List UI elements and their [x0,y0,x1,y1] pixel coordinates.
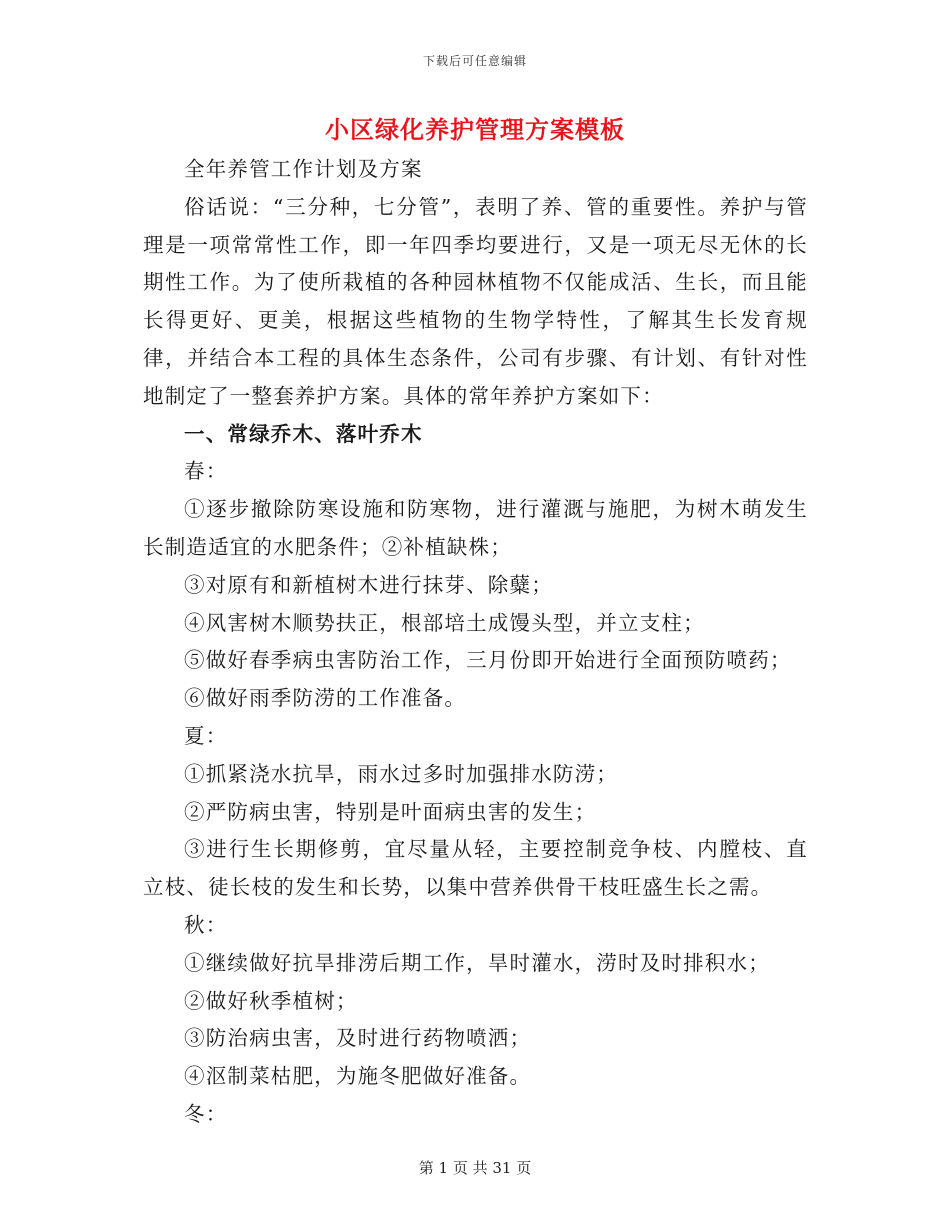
document-title: 小区绿化养护管理方案模板 [325,115,625,144]
paragraph: 夏： [184,723,228,748]
paragraph: ②严防病虫害，特别是叶面病虫害的发生； [184,799,597,824]
paragraph: ⑤做好春季病虫害防治工作，三月份即开始进行全面预防喷药； [184,648,792,673]
paragraph: ①抓紧浇水抗旱，雨水过多时加强排水防涝； [184,761,618,786]
paragraph: 全年养管工作计划及方案 [184,157,423,181]
paragraph: ③进行生长期修剪，宜尽量从轻，主要控制竞争枝、内膛枝、直立枝、徒长枝的发生和长势，以集中营养供骨干枝旺盛生长之需。 [143,837,808,900]
paragraph: ⑥做好雨季防涝的工作准备。 [184,686,467,711]
section-heading: 一、常绿乔木、落叶乔木 [184,421,423,446]
paragraph: 俗话说：“三分种，七分管”，表明了养、管的重要性。养护与管理是一项常常性工作，即一年四季均要进行，又是一项无尽无休的长期性工作。为了使所栽植的各种园林植物不仅能成活、生长，而且能长得更好、更美，根据这些植物的生物学特性，了解其生长发育规律，并结合本工程的具体生态条件，公司有步骤、有计划、有针对性地制定了一整套养护方案。具体的常年养护方案如下： [143,194,808,408]
document-body [143,151,808,1134]
paragraph: ①继续做好抗旱排涝后期工作，旱时灌水，涝时及时排积水； [184,950,770,975]
paragraph: ①逐步撤除防寒设施和防寒物，进行灌溉与施肥，为树木萌发生长制造适宜的水肥条件；②补植缺株； [143,497,808,559]
paragraph: ④风害树木顺势扶正，根部培土成馒头型，并立支柱； [184,610,705,635]
paragraph: ③对原有和新植树木进行抹芽、除糵； [184,572,553,597]
paragraph: 冬： [184,1101,228,1126]
page-footer: 第 1 页 共 31 页 [418,1159,532,1177]
paragraph: 秋： [184,912,228,937]
paragraph: ③防治病虫害，及时进行药物喷洒； [184,1026,532,1051]
paragraph: 春： [184,459,228,484]
paragraph: ④沤制菜枯肥，为施冬肥做好准备。 [184,1064,532,1089]
paragraph: ②做好秋季植树； [184,988,358,1013]
page-header-note: 下载后可任意编辑 [422,54,527,68]
